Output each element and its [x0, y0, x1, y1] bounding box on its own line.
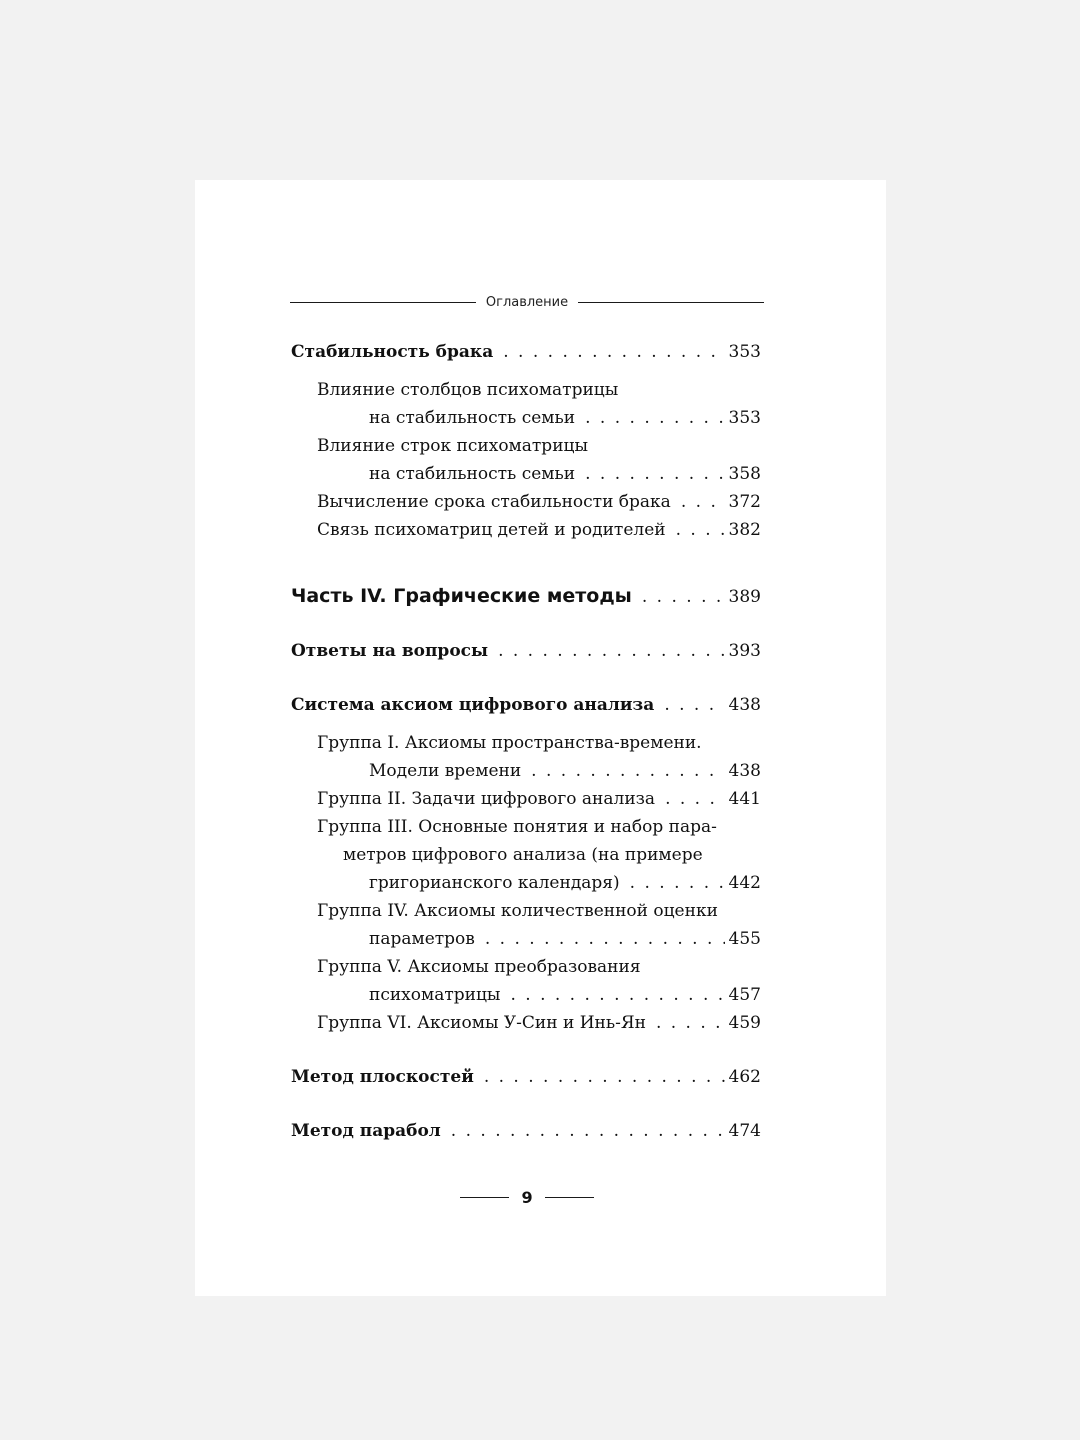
toc-entry-group-vi: [317, 1009, 761, 1037]
page-number: 9: [521, 1187, 533, 1207]
toc-page-number: 438: [728, 695, 761, 715]
toc-entry-group-iii: [317, 813, 761, 897]
dot-leader: [531, 757, 724, 785]
toc-entry-children-parents: [317, 516, 761, 544]
dot-leader: [642, 583, 725, 611]
dot-leader: [451, 1117, 725, 1145]
table-of-contents: [291, 338, 761, 1145]
toc-page-number: 393: [728, 641, 761, 661]
toc-page-number: 442: [728, 873, 761, 893]
book-page: [195, 180, 886, 1296]
dot-leader: [681, 488, 725, 516]
toc-entry-axiom-system: [291, 691, 761, 719]
dot-leader: [630, 869, 725, 897]
toc-page-number: 455: [728, 929, 761, 949]
toc-page-number: 438: [728, 761, 761, 781]
dot-leader: [676, 516, 725, 544]
toc-entry-label: Ответы на вопросы: [291, 641, 489, 661]
toc-entry-rows-influence: [317, 432, 761, 488]
toc-entry-parabolas-method: [291, 1117, 761, 1145]
toc-entry-stability-term: [317, 488, 761, 516]
toc-entry-label: Часть IV. Графические методы: [291, 585, 632, 607]
dot-leader: [664, 691, 724, 719]
dot-leader: [665, 785, 724, 813]
toc-entry-planes-method: [291, 1063, 761, 1091]
toc-page-number: 358: [728, 464, 761, 484]
toc-entry-label-line1: Группа I. Аксиомы пространства-времени.: [317, 733, 702, 753]
toc-page-number: 459: [728, 1013, 761, 1033]
toc-page-number: 462: [728, 1067, 761, 1087]
header-rule-left: [290, 302, 476, 303]
toc-entry-label: Метод парабол: [291, 1121, 441, 1141]
toc-entry-group-ii: [317, 785, 761, 813]
toc-page-number: 353: [728, 408, 761, 428]
toc-entry-part-iv: [291, 582, 761, 611]
toc-entry-label: Группа VI. Аксиомы У-Син и Инь-Ян: [317, 1013, 646, 1033]
header-rule-right: [578, 302, 764, 303]
toc-entry-label-line1: Группа IV. Аксиомы количественной оценки: [317, 901, 718, 921]
toc-entry-label: на стабильность семьи: [369, 408, 576, 428]
toc-page-number: 389: [728, 587, 761, 607]
dot-leader: [498, 637, 724, 665]
toc-entry-label: григорианского календаря): [369, 873, 620, 893]
toc-entry-answers: [291, 637, 761, 665]
running-head: [290, 290, 764, 314]
dot-leader: [510, 981, 724, 1009]
toc-entry-label-line2: метров цифрового анализа (на примере: [343, 845, 703, 865]
toc-entry-columns-influence: [317, 376, 761, 432]
toc-page-number: 441: [728, 789, 761, 809]
toc-entry-group-i: [317, 729, 761, 785]
toc-entry-label: Стабильность брака: [291, 342, 494, 362]
page-folio: [460, 1183, 594, 1211]
toc-page-number: 457: [728, 985, 761, 1005]
toc-entry-label: психоматрицы: [369, 985, 501, 1005]
folio-rule-left: [460, 1197, 509, 1198]
toc-entry-label: Вычисление срока стабильности брака: [317, 492, 671, 512]
dot-leader: [585, 460, 724, 488]
dot-leader: [485, 925, 725, 953]
toc-entry-label-line1: Влияние строк психоматрицы: [317, 436, 588, 456]
toc-entry-label: Модели времени: [369, 761, 522, 781]
toc-entry-label-line1: Группа III. Основные понятия и набор пара-: [317, 817, 717, 837]
toc-entry-label: Связь психоматриц детей и родителей: [317, 520, 666, 540]
toc-entry-label: Система аксиом цифрового анализа: [291, 695, 655, 715]
toc-entry-label: Метод плоскостей: [291, 1067, 474, 1087]
toc-entry-marriage-stability: [291, 338, 761, 366]
dot-leader: [503, 338, 724, 366]
toc-page-number: 353: [728, 342, 761, 362]
toc-entry-label-line1: Группа V. Аксиомы преобразования: [317, 957, 641, 977]
dot-leader: [656, 1009, 725, 1037]
toc-entry-group-iv: [317, 897, 761, 953]
toc-page-number: 372: [728, 492, 761, 512]
dot-leader: [585, 404, 724, 432]
toc-entry-label: на стабильность семьи: [369, 464, 576, 484]
folio-rule-right: [545, 1197, 594, 1198]
toc-entry-label-line1: Влияние столбцов психоматрицы: [317, 380, 619, 400]
dot-leader: [484, 1063, 725, 1091]
toc-entry-label: параметров: [369, 929, 475, 949]
running-head-title: Оглавление: [485, 294, 569, 310]
toc-entry-label: Группа II. Задачи цифрового анализа: [317, 789, 656, 809]
toc-page-number: 382: [728, 520, 761, 540]
toc-entry-group-v: [317, 953, 761, 1009]
toc-page-number: 474: [728, 1121, 761, 1141]
